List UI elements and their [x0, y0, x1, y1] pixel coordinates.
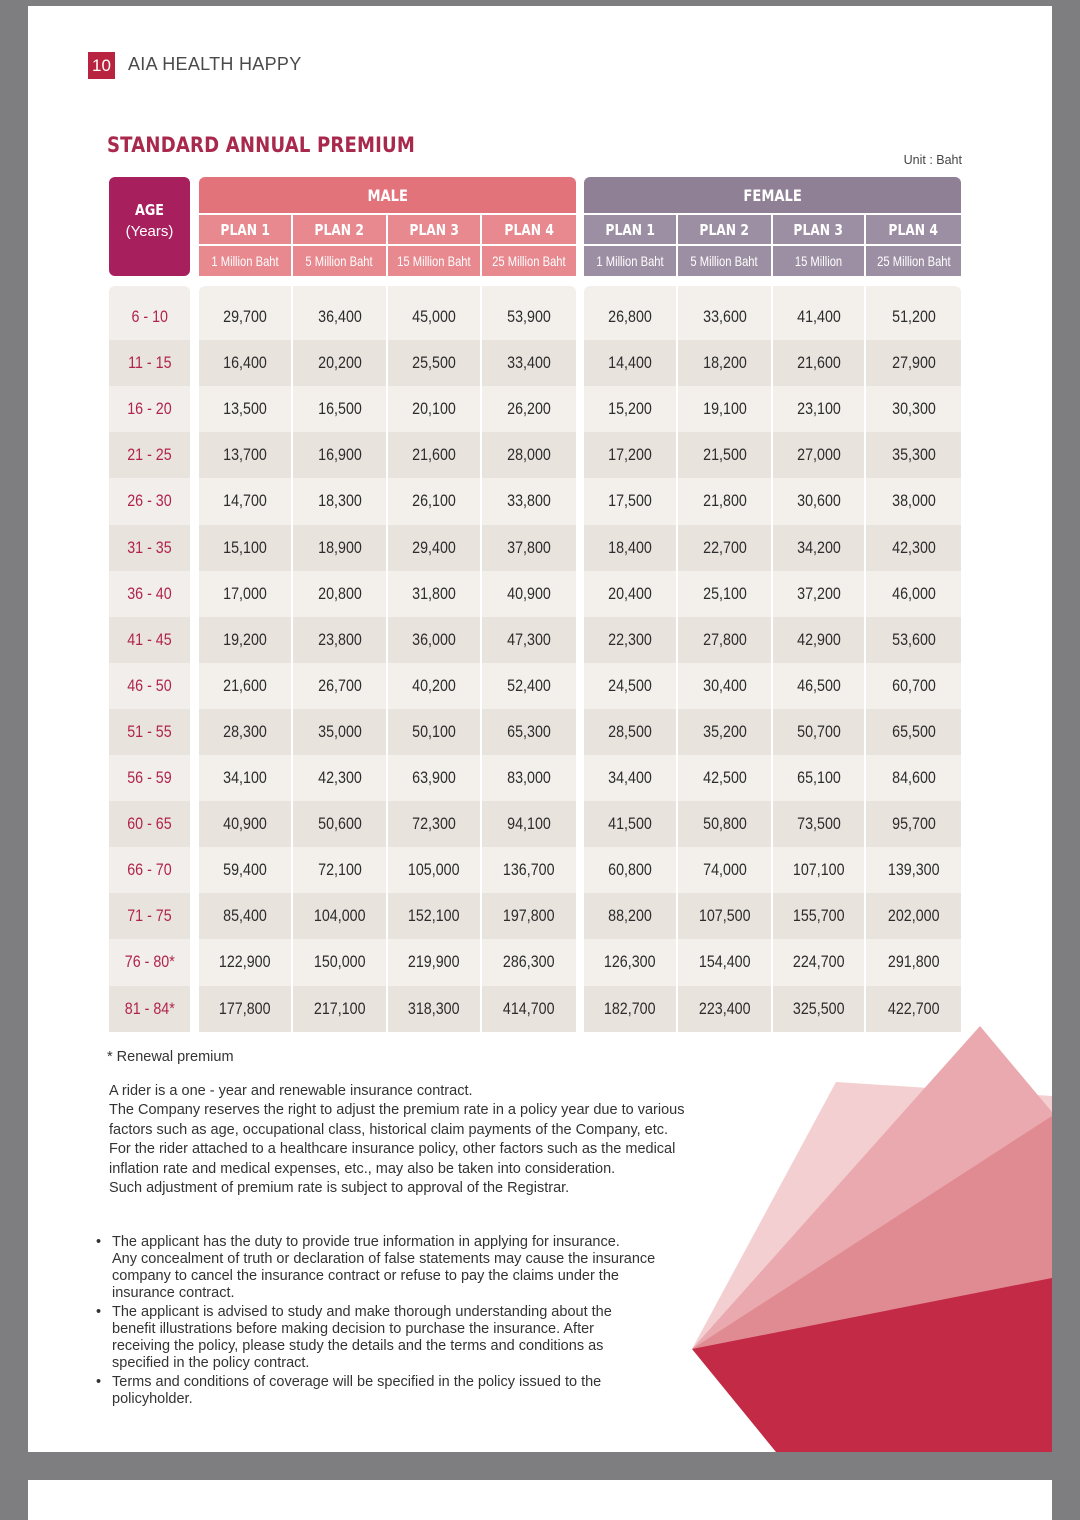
unit-label: Unit : Baht [903, 153, 962, 167]
male-premium-cell: 40,900 [223, 814, 267, 834]
age-range-cell: 56 - 59 [127, 768, 172, 787]
column-separator [676, 286, 678, 1032]
female-premium-cell: 24,500 [608, 675, 652, 695]
female-premium-cell: 26,800 [608, 307, 652, 326]
male-plan-3-header [388, 215, 480, 244]
amount-label: 15 Million Baht [397, 253, 471, 269]
female-premium-cell: 30,600 [796, 491, 841, 511]
brochure-page [28, 6, 1052, 1452]
male-premium-cell: 19,200 [223, 629, 267, 649]
age-range-cell: 6 - 10 [131, 307, 168, 326]
male-premium-cell: 63,900 [412, 768, 456, 787]
female-plan-2-header [678, 215, 771, 244]
age-range-cell: 51 - 55 [127, 721, 172, 741]
female-premium-cell: 107,500 [698, 906, 751, 926]
female-premium-cell: 51,200 [891, 307, 936, 326]
male-premium-cell: 23,800 [317, 629, 362, 649]
plan-label: PLAN 1 [605, 221, 655, 239]
female-premium-cell: 42,500 [702, 768, 747, 787]
male-premium-cell: 94,100 [507, 814, 551, 834]
male-premium-cell: 33,400 [507, 353, 551, 373]
female-premium-cell: 30,300 [891, 399, 936, 419]
male-plan-2-header [293, 215, 386, 244]
bullet-line: Any concealment of truth or declaration of false statements may cause the insurance [112, 1251, 656, 1267]
female-plan-4-amount [866, 246, 961, 276]
male-premium-cell: 29,400 [412, 537, 456, 557]
female-premium-cell: 182,700 [604, 998, 656, 1018]
female-premium-cell: 84,600 [891, 768, 936, 787]
female-premium-cell: 42,300 [891, 537, 936, 557]
male-premium-cell: 59,400 [223, 860, 267, 880]
male-premium-cell: 105,000 [408, 860, 460, 880]
female-premium-cell: 18,400 [608, 537, 652, 557]
age-range-cell: 71 - 75 [127, 906, 172, 926]
female-premium-cell: 46,000 [891, 583, 936, 603]
bullet-line: company to cancel the insurance contract or refuse to pay the claims under the [112, 1268, 619, 1284]
male-premium-cell: 40,200 [412, 675, 456, 695]
male-premium-cell: 13,700 [223, 445, 267, 465]
column-separator [291, 286, 293, 1032]
female-premium-cell: 28,500 [608, 721, 652, 741]
male-premium-cell: 13,500 [223, 399, 267, 419]
female-premium-cell: 73,500 [796, 814, 841, 834]
female-premium-cell: 27,800 [702, 629, 747, 649]
age-range-cell: 60 - 65 [127, 814, 172, 834]
disclaimer-bullets [96, 1234, 736, 1410]
female-premium-cell: 14,400 [608, 353, 652, 373]
male-premium-cell: 40,900 [507, 583, 551, 603]
male-plan-2-amount [293, 246, 386, 276]
female-premium-cell: 30,400 [702, 675, 747, 695]
female-premium-cell: 50,800 [702, 814, 747, 834]
rider-paragraph [109, 1082, 789, 1198]
male-premium-cell: 31,800 [412, 583, 456, 603]
female-premium-cell: 325,500 [792, 998, 845, 1018]
male-premium-cell: 20,100 [412, 399, 456, 419]
bullet-item [96, 1234, 736, 1302]
male-premium-cell: 52,400 [507, 675, 551, 695]
male-plan-4-header [482, 215, 576, 244]
female-premium-cell: 35,200 [702, 721, 747, 741]
male-plan-1-header [199, 215, 291, 244]
male-premium-cell: 18,900 [317, 537, 362, 557]
female-premium-cell: 22,700 [702, 537, 747, 557]
male-premium-cell: 16,500 [317, 399, 362, 419]
male-premium-cell: 26,700 [317, 675, 362, 695]
amount-label: 25 Million Baht [492, 253, 566, 269]
male-premium-cell: 15,100 [223, 537, 267, 557]
male-premium-cell: 50,600 [317, 814, 362, 834]
page-number: 10 [88, 52, 115, 79]
amount-label: 5 Million Baht [305, 253, 374, 269]
male-plan-1-amount [199, 246, 291, 276]
age-range-cell: 46 - 50 [127, 675, 172, 695]
amount-label: 15 Million [794, 253, 843, 269]
female-premium-cell: 17,500 [608, 491, 652, 511]
male-premium-cell: 197,800 [503, 906, 555, 926]
male-premium-cell: 286,300 [503, 952, 555, 972]
male-premium-cell: 28,300 [223, 721, 267, 741]
male-premium-cell: 26,200 [507, 399, 551, 419]
female-group-label: FEMALE [743, 186, 802, 205]
bullet-line: • The applicant is advised to study and make thorough understanding about the [112, 1304, 612, 1320]
female-premium-cell: 65,100 [796, 768, 841, 787]
age-range-cell: 36 - 40 [127, 583, 172, 603]
plan-label: PLAN 2 [699, 221, 750, 239]
female-premium-cell: 15,200 [608, 399, 652, 419]
female-premium-cell: 22,300 [608, 629, 652, 649]
bullet-item [96, 1374, 736, 1408]
female-premium-cell: 139,300 [887, 860, 940, 880]
amount-label: 5 Million Baht [690, 253, 759, 269]
male-premium-cell: 17,000 [223, 583, 267, 603]
column-separator [771, 286, 773, 1032]
age-header [109, 177, 190, 276]
male-premium-cell: 16,900 [317, 445, 362, 465]
male-premium-cell: 35,000 [317, 721, 362, 741]
male-premium-cell: 219,900 [408, 952, 460, 972]
bullet-line: benefit illustrations before making decision to purchase the insurance. After [112, 1321, 594, 1337]
male-premium-cell: 122,900 [219, 952, 271, 972]
age-header-sub: (Years) [125, 223, 174, 240]
male-premium-cell: 37,800 [507, 537, 551, 557]
age-range-cell: 26 - 30 [127, 491, 172, 511]
male-premium-cell: 50,100 [412, 721, 456, 741]
female-premium-cell: 25,100 [702, 583, 747, 603]
female-premium-cell: 34,400 [608, 768, 652, 787]
female-plan-1-header [584, 215, 676, 244]
female-premium-cell: 95,700 [891, 814, 936, 834]
male-premium-cell: 47,300 [507, 629, 551, 649]
female-premium-cell: 224,700 [792, 952, 845, 972]
column-separator [386, 286, 388, 1032]
paragraph-line: For the rider attached to a healthcare insurance policy, other factors such as the medical [109, 1141, 676, 1158]
female-premium-cell: 21,500 [702, 445, 747, 465]
paragraph-line: A rider is a one - year and renewable insurance contract. [109, 1083, 473, 1099]
female-premium-cell: 27,000 [796, 445, 841, 465]
female-premium-cell: 41,500 [608, 814, 652, 834]
male-premium-cell: 25,500 [412, 353, 456, 373]
age-range-cell: 31 - 35 [127, 537, 172, 557]
female-premium-cell: 21,800 [702, 491, 747, 511]
female-premium-cell: 422,700 [887, 998, 940, 1018]
bullet-line: receiving the policy, please study the details and the terms and conditions as [112, 1338, 604, 1354]
male-premium-cell: 34,100 [223, 768, 267, 787]
female-premium-cell: 41,400 [796, 307, 841, 326]
bullet-line: policyholder. [112, 1391, 193, 1407]
age-range-cell: 11 - 15 [127, 353, 172, 373]
age-range-cell: 21 - 25 [127, 445, 172, 465]
male-premium-cell: 36,400 [317, 307, 362, 326]
male-premium-cell: 16,400 [223, 353, 267, 373]
bullet-line: specified in the policy contract. [112, 1355, 310, 1371]
male-premium-cell: 217,100 [313, 998, 366, 1018]
female-plan-1-amount [584, 246, 676, 276]
renewal-footnote: * Renewal premium [107, 1049, 234, 1065]
table-title: STANDARD ANNUAL PREMIUM [107, 133, 416, 157]
plan-label: PLAN 3 [793, 221, 844, 239]
male-premium-cell: 42,300 [317, 768, 362, 787]
document-title: AIA HEALTH HAPPY [128, 54, 302, 74]
age-header-label: AGE [134, 201, 165, 219]
male-plan-4-amount [482, 246, 576, 276]
female-premium-cell: 20,400 [608, 583, 652, 603]
bullet-line: • The applicant has the duty to provide true information in applying for insurance. [112, 1234, 620, 1250]
age-range-cell: 41 - 45 [127, 629, 172, 649]
female-premium-cell: 53,600 [891, 629, 936, 649]
male-premium-cell: 104,000 [313, 906, 366, 926]
female-premium-cell: 37,200 [796, 583, 841, 603]
female-premium-cell: 74,000 [702, 860, 747, 880]
male-premium-cell: 28,000 [507, 445, 551, 465]
female-premium-cell: 154,400 [698, 952, 751, 972]
column-separator [864, 286, 866, 1032]
female-premium-cell: 33,600 [702, 307, 747, 326]
female-premium-cell: 60,700 [891, 675, 936, 695]
male-premium-cell: 18,300 [317, 491, 362, 511]
female-premium-cell: 23,100 [796, 399, 841, 419]
male-premium-cell: 152,100 [408, 906, 460, 926]
female-premium-cell: 46,500 [796, 675, 841, 695]
male-group-header [199, 177, 576, 213]
female-premium-cell: 88,200 [608, 906, 652, 926]
female-plan-4-header [866, 215, 961, 244]
amount-label: 1 Million Baht [596, 253, 664, 269]
female-plan-2-amount [678, 246, 771, 276]
column-separator [480, 286, 482, 1032]
age-range-cell: 81 - 84* [124, 998, 175, 1018]
male-premium-cell: 36,000 [412, 629, 456, 649]
bullet-line: • Terms and conditions of coverage will be specified in the policy issued to the [112, 1374, 602, 1390]
male-premium-cell: 53,900 [507, 307, 551, 326]
female-premium-cell: 27,900 [891, 353, 936, 373]
male-premium-cell: 65,300 [507, 721, 551, 741]
male-premium-cell: 72,300 [412, 814, 456, 834]
plan-label: PLAN 1 [220, 221, 270, 239]
female-premium-cell: 202,000 [887, 906, 940, 926]
male-premium-cell: 177,800 [219, 998, 271, 1018]
male-premium-cell: 21,600 [223, 675, 267, 695]
male-premium-cell: 14,700 [223, 491, 267, 511]
female-premium-cell: 18,200 [702, 353, 747, 373]
bullet-item [96, 1304, 736, 1372]
male-premium-cell: 21,600 [412, 445, 456, 465]
male-premium-cell: 150,000 [313, 952, 366, 972]
female-premium-cell: 155,700 [792, 906, 845, 926]
male-premium-cell: 83,000 [507, 768, 551, 787]
male-premium-cell: 45,000 [412, 307, 456, 326]
female-premium-cell: 291,800 [887, 952, 940, 972]
female-plan-3-header [773, 215, 864, 244]
paragraph-line: inflation rate and medical expenses, etc., may also be taken into consideration. [109, 1160, 616, 1177]
female-premium-cell: 35,300 [891, 445, 936, 465]
male-premium-cell: 85,400 [223, 906, 267, 926]
female-premium-cell: 50,700 [796, 721, 841, 741]
female-premium-cell: 38,000 [891, 491, 936, 511]
male-premium-cell: 318,300 [408, 998, 460, 1018]
plan-label: PLAN 4 [888, 221, 939, 239]
female-premium-cell: 126,300 [604, 952, 656, 972]
male-premium-cell: 20,800 [317, 583, 362, 603]
paragraph-line: The Company reserves the right to adjust the premium rate in a policy year due to various [109, 1102, 685, 1119]
bullet-line: insurance contract. [112, 1285, 235, 1301]
plan-label: PLAN 3 [409, 221, 459, 239]
age-range-cell: 66 - 70 [127, 860, 172, 880]
female-premium-cell: 223,400 [698, 998, 751, 1018]
male-group-label: MALE [367, 186, 408, 205]
male-plan-3-amount [388, 246, 480, 276]
plan-label: PLAN 4 [504, 221, 554, 239]
amount-label: 1 Million Baht [211, 253, 279, 269]
male-premium-cell: 72,100 [317, 860, 362, 880]
female-premium-cell: 65,500 [891, 721, 936, 741]
male-premium-cell: 26,100 [412, 491, 456, 511]
female-plan-3-amount [773, 246, 864, 276]
female-premium-cell: 17,200 [608, 445, 652, 465]
paragraph-line: factors such as age, occupational class, historical claim payments of the Company, etc. [109, 1121, 669, 1138]
female-premium-cell: 19,100 [702, 399, 747, 419]
female-premium-cell: 42,900 [796, 629, 841, 649]
male-premium-cell: 29,700 [223, 307, 267, 326]
male-premium-cell: 20,200 [317, 353, 362, 373]
male-premium-cell: 33,800 [507, 491, 551, 511]
female-premium-cell: 34,200 [796, 537, 841, 557]
age-range-cell: 76 - 80* [124, 952, 175, 972]
female-premium-cell: 60,800 [608, 860, 652, 880]
male-premium-cell: 414,700 [503, 998, 555, 1018]
amount-label: 25 Million Baht [876, 253, 951, 269]
female-group-header [584, 177, 961, 213]
male-premium-cell: 136,700 [503, 860, 555, 880]
female-premium-cell: 107,100 [792, 860, 845, 880]
plan-label: PLAN 2 [314, 221, 365, 239]
paragraph-line: Such adjustment of premium rate is subject to approval of the Registrar. [109, 1180, 570, 1197]
female-premium-cell: 21,600 [796, 353, 841, 373]
next-page-edge [28, 1480, 1052, 1520]
age-range-cell: 16 - 20 [127, 399, 172, 419]
